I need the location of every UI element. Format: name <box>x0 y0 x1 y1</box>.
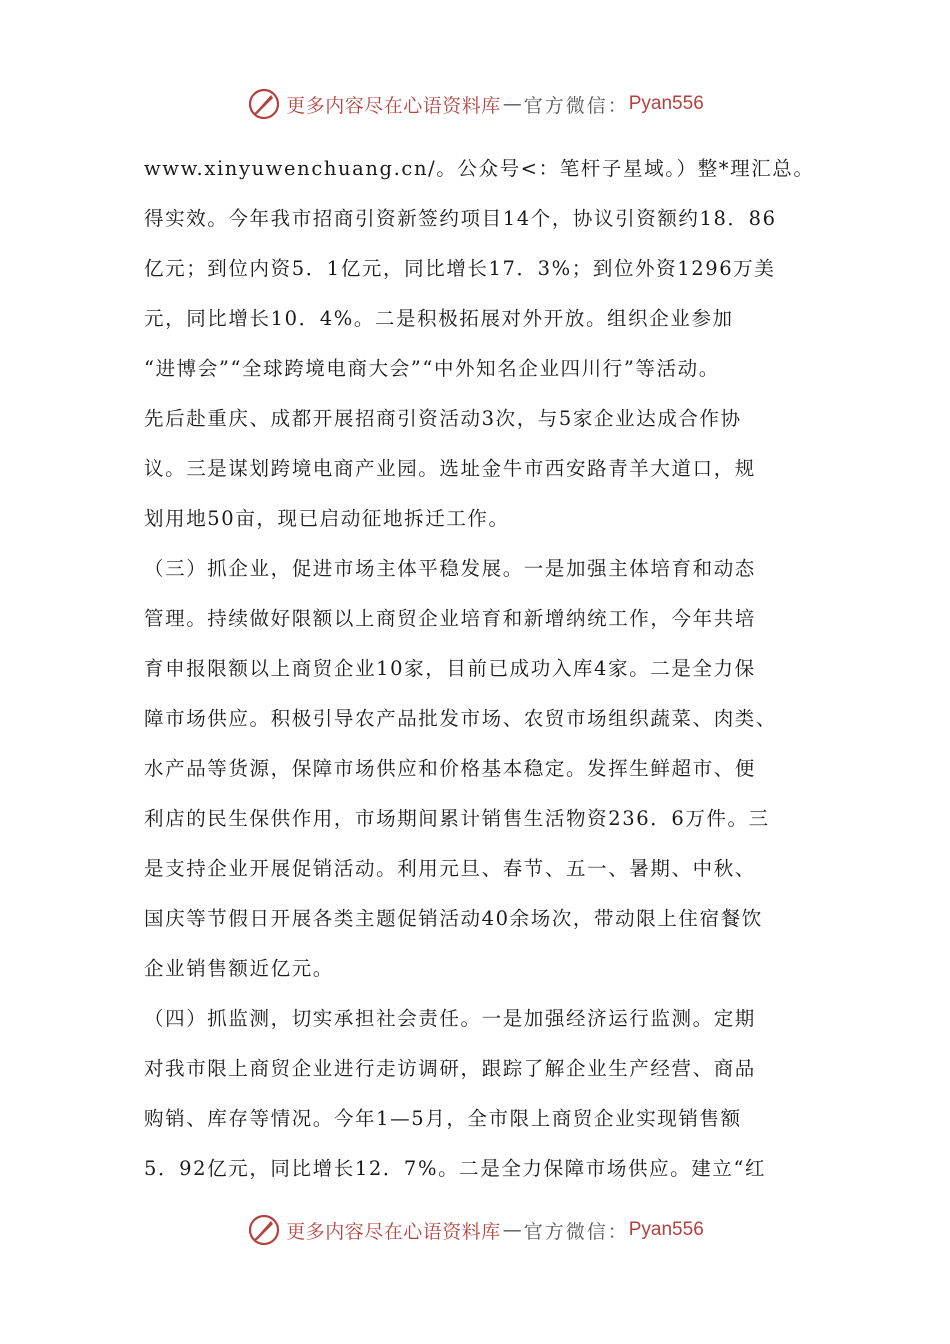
document-body <box>144 144 824 1194</box>
text-line: www.xinyuwenchuang.cn/。公众号<：笔杆子星域。）整*理汇总。 <box>144 157 815 180</box>
text-line: 育申报限额以上商贸企业10家，目前已成功入库4家。二是全力保 <box>144 657 756 680</box>
text-line: 先后赴重庆、成都开展招商引资活动3次，与5家企业达成合作协 <box>144 407 742 430</box>
text-line: 是支持企业开展促销活动。利用元旦、春节、五一、暑期、中秋、 <box>144 857 756 880</box>
text-line: 亿元；到位内资5．1亿元，同比增长17．3%；到位外资1296万美 <box>144 257 776 280</box>
header-banner <box>0 84 950 124</box>
text-line: 得实效。今年我市招商引资新签约项目14个，协议引资额约18．86 <box>144 207 777 230</box>
text-line: 5．92亿元，同比增长12．7%。二是全力保障市场供应。建立“红 <box>144 1157 767 1180</box>
text-line: “进博会”“全球跨境电商大会”“中外知名企业四川行”等活动。 <box>144 357 720 380</box>
text-line: 管理。持续做好限额以上商贸企业培育和新增纳统工作，今年共培 <box>144 607 756 630</box>
brand-text: 更多内容尽在心语资料库 <box>286 94 501 117</box>
text-line: （三）抓企业，促进市场主体平稳发展。一是加强主体培育和动态 <box>144 557 756 580</box>
text-line: 水产品等货源，保障市场供应和价格基本稳定。发挥生鲜超市、便 <box>144 757 756 780</box>
footer-banner <box>0 1210 950 1250</box>
wechat-id: Pyan556 <box>628 1219 704 1240</box>
brand-text: 更多内容尽在心语资料库 <box>286 1220 501 1243</box>
wechat-label: 官方微信： <box>523 94 629 117</box>
text-line: 对我市限上商贸企业进行走访调研，跟踪了解企业生产经营、商品 <box>144 1057 756 1080</box>
text-line: 利店的民生保供作用，市场期间累计销售生活物资236．6万件。三 <box>144 807 770 830</box>
banner-dash: — <box>502 93 522 115</box>
text-line: 购销、库存等情况。今年1—5月，全市限上商贸企业实现销售额 <box>144 1107 742 1130</box>
banner-dash: — <box>502 1219 522 1241</box>
text-line: 国庆等节假日开展各类主题促销活动40余场次，带动限上住宿餐饮 <box>144 907 763 930</box>
wechat-label: 官方微信： <box>523 1220 629 1243</box>
text-line: 元，同比增长10．4%。二是积极拓展对外开放。组织企业参加 <box>144 307 734 330</box>
wechat-id: Pyan556 <box>628 93 704 114</box>
quill-logo-icon <box>246 86 282 122</box>
text-line: （四）抓监测，切实承担社会责任。一是加强经济运行监测。定期 <box>144 1007 756 1030</box>
text-line: 企业销售额近亿元。 <box>144 957 334 980</box>
text-line: 议。三是谋划跨境电商产业园。选址金牛市西安路青羊大道口，规 <box>144 457 756 480</box>
text-line: 划用地50亩，现已启动征地拆迁工作。 <box>144 507 510 530</box>
text-line: 障市场供应。积极引导农产品批发市场、农贸市场组织蔬菜、肉类、 <box>144 707 778 730</box>
quill-logo-icon <box>246 1212 282 1248</box>
